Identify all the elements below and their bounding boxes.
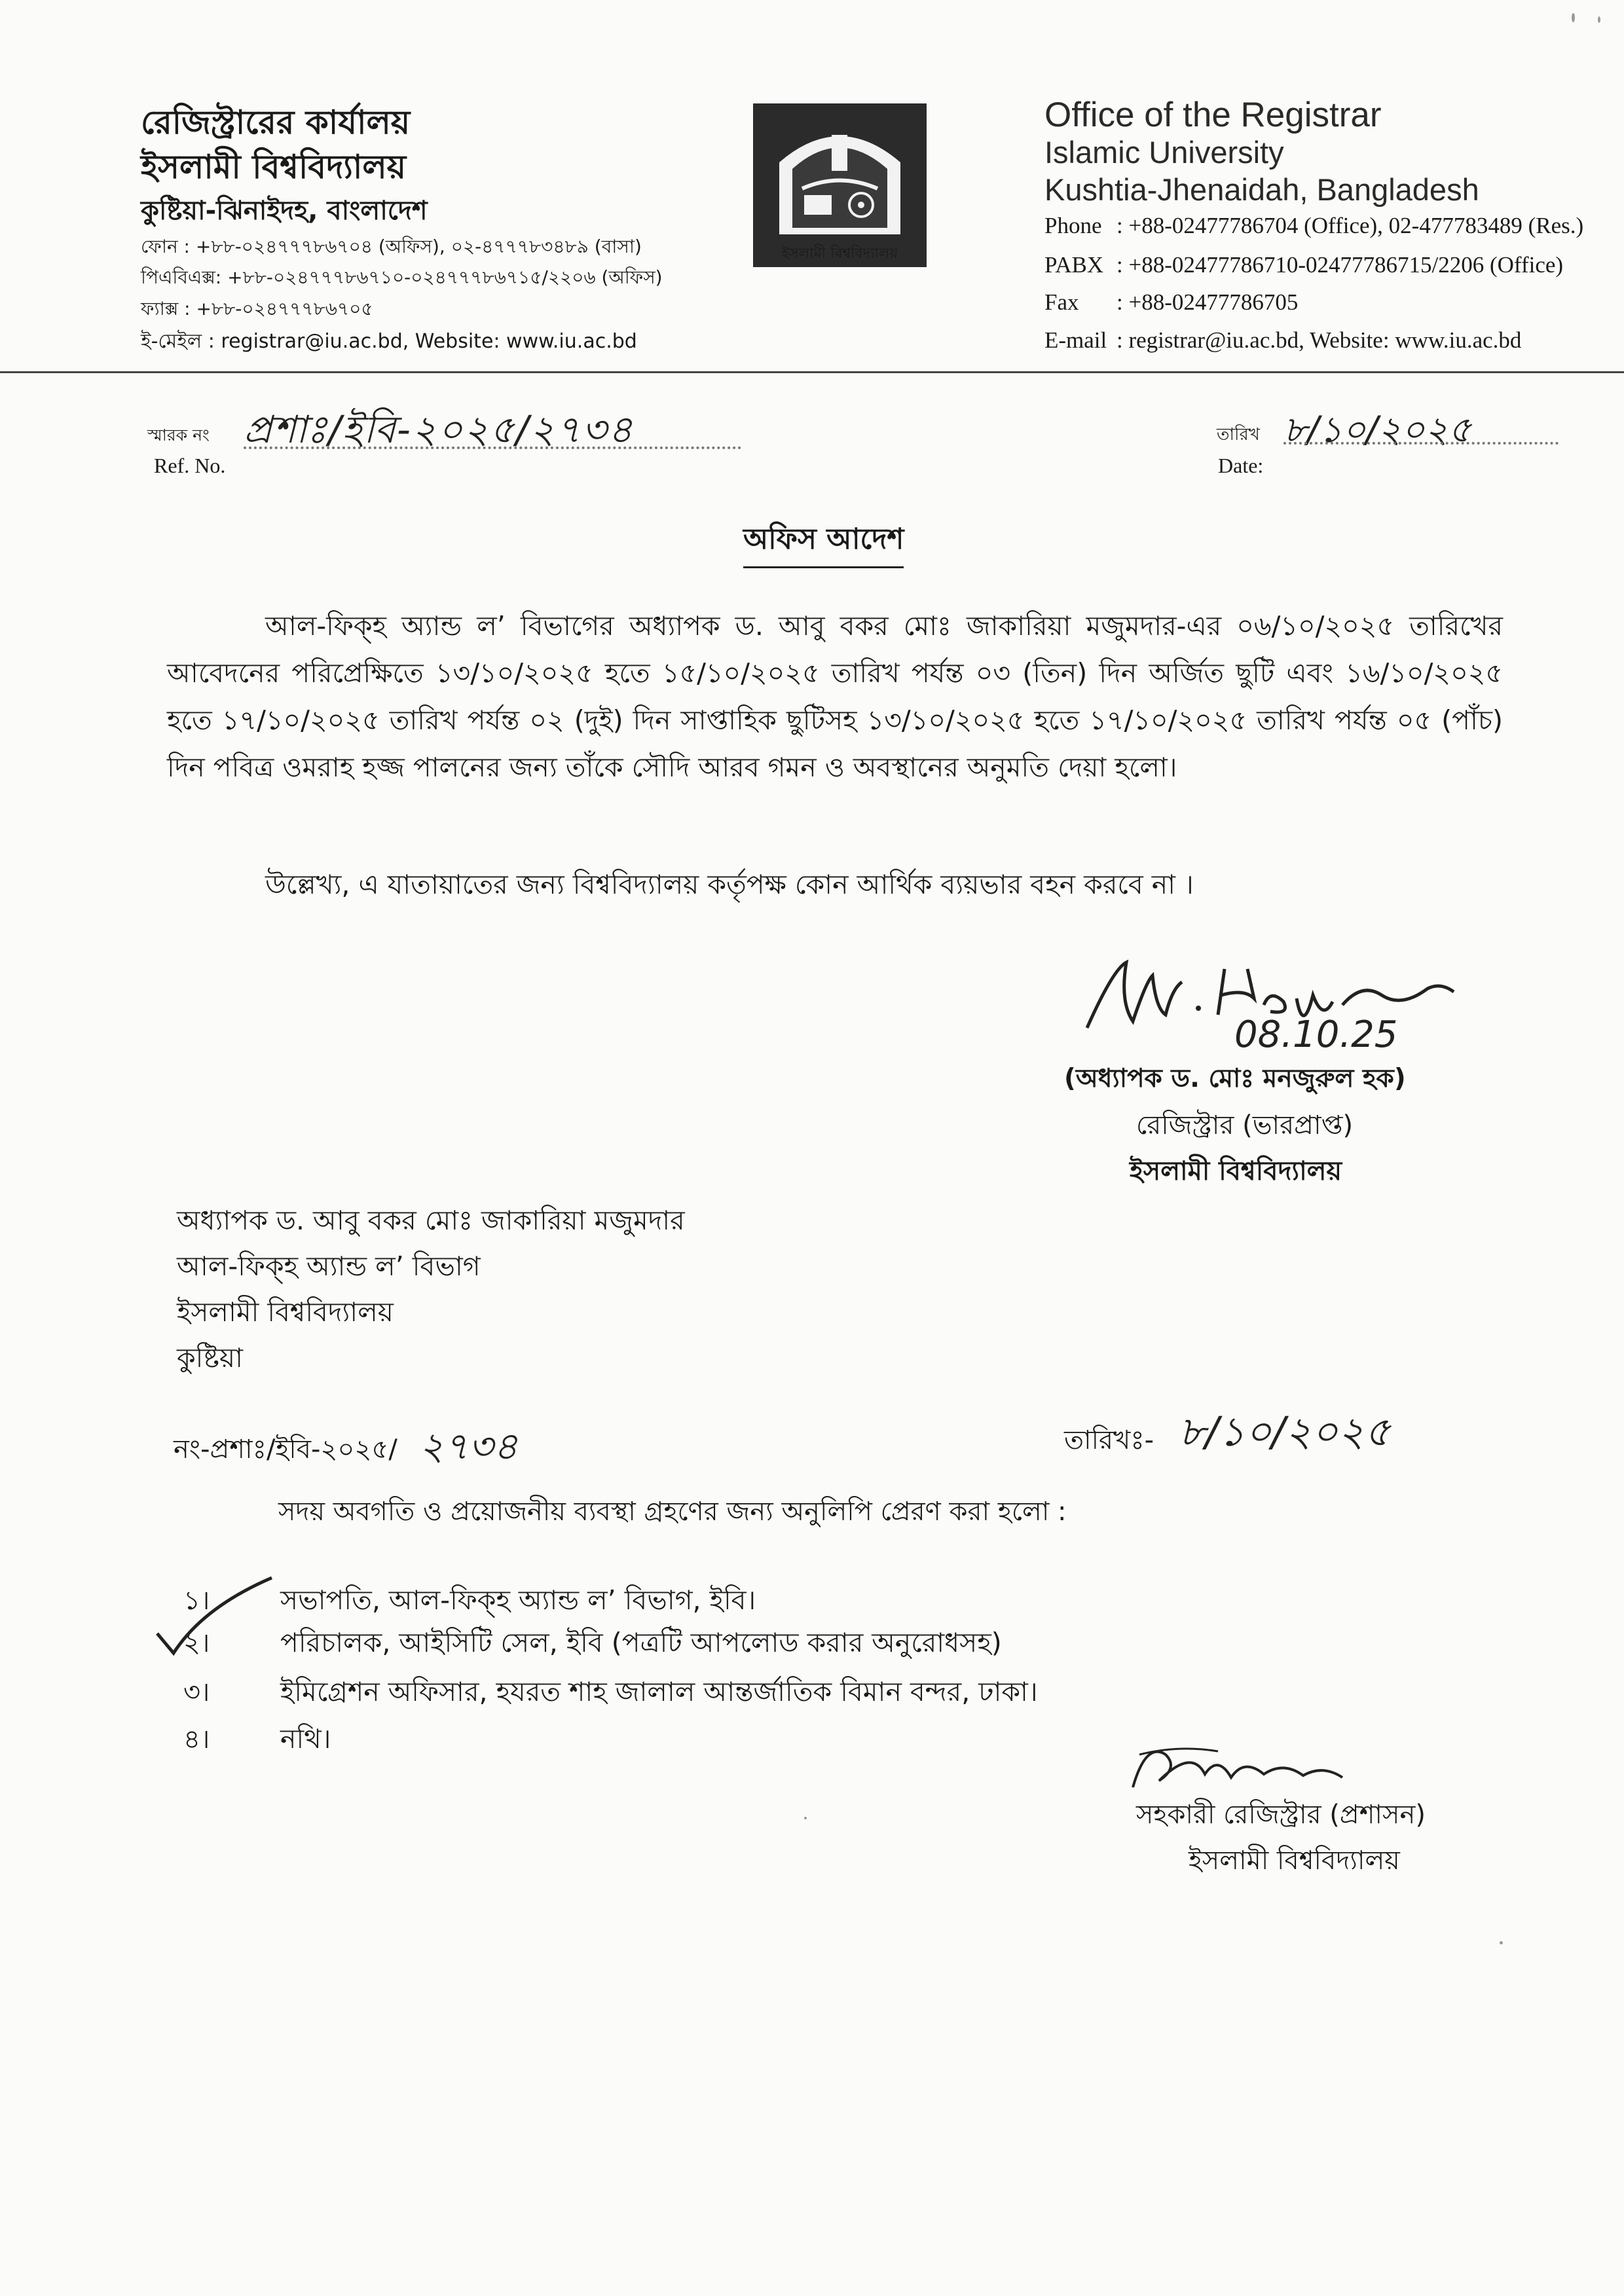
email-value: : registrar@iu.ac.bd, Website: www.iu.ac.bd [1116,327,1522,353]
list-item: ইমিগ্রেশন অফিসার, হযরত শাহ জালাল আন্তর্জাতিক বিমান বন্দর, ঢাকা। [280,1676,1038,1707]
signatory-2-title: সহকারী রেজিস্ট্রার (প্রশাসন) [1136,1800,1426,1830]
fax-value: : +88-02477786705 [1116,289,1299,315]
list-item-number: ৩। [183,1677,210,1707]
date-handwritten: ৮/১০/২০২৫ [1283,409,1472,450]
email-label: E-mail [1044,327,1107,353]
list-item: নথি। [280,1723,331,1755]
memo-number-label: নং-প্রশাঃ/ইবি-২০২৫/ [174,1434,397,1465]
ref-number-handwritten: প্রশাঃ/ইবি-২০২৫/২৭৩৪ [244,407,634,452]
copy-intro: সদয় অবগতি ও প্রয়োজনীয় ব্যবস্থা গ্রহণের জন্য অনুলিপি প্রেরণ করা হলো : [278,1497,1067,1527]
scan-speck [804,1817,807,1819]
header-bn-pabx: পিএবিএক্স: +৮৮-০২৪৭৭৭৮৬৭১০-০২৪৭৭৭৮৬৭১৫/২২০৬ (অফিস) [141,266,663,288]
header-divider [0,371,1624,373]
signatory-2-university: ইসলামী বিশ্ববিদ্যালয় [1189,1846,1400,1876]
recipient-line-3: ইসলামী বিশ্ববিদ্যালয় [177,1296,394,1328]
logo-caption: ইসলামী বিশ্ববিদ্যালয় [781,246,898,262]
header-en-location: Kushtia-Jhenaidah, Bangladesh [1044,172,1479,207]
signatory-university: ইসলামী বিশ্ববিদ্যালয় [1130,1156,1342,1186]
signatory-title: রেজিস্ট্রার (ভারপ্রাপ্ত) [1136,1110,1354,1140]
order-paragraph-1: আল-ফিক্‌হ অ্যান্ড ল’ বিভাগের অধ্যাপক ড. আবু বকর মোঃ জাকারিয়া মজুমদার-এর ০৬/১০/২০২৫ তারিখের আবেদনের পরিপ্রেক্ষিতে ১৩/১০/২০২৫ হতে ১৫/১০/২০২৫ তারিখ পর্যন্ত ০৩ (তিন) দিন অর্জিত ছুটি এবং ১৬/১০/২০২৫ হতে ১৭/১০/২০২৫ তারিখ পর্যন্ত ০২ (দুই) দিন সাপ্তাহিক ছুটিসহ ১৩/১০/২০২৫ হতে ১৭/১০/২০২৫ তারিখ পর্যন্ত ০৫ (পাঁচ) দিন পবিত্র ওমরাহ হজ্জ পালনের জন্য তাঁকে সৌদি আরব গমন ও অবস্থানের অনুমতি দেয়া হলো। [167,610,1503,783]
recipient-line-1: অধ্যাপক ড. আবু বকর মোঃ জাকারিয়া মজুমদার [177,1205,685,1236]
header-bn-phone: ফোন : +৮৮-০২৪৭৭৭৮৬৭০৪ (অফিস), ০২-৪৭৭৭৮৩৪৮৯ (বাসা) [141,236,642,257]
memo-date-label: তারিখঃ- [1064,1425,1154,1455]
ref-label-bn: স্মারক নং [147,426,210,445]
header-en-office: Office of the Registrar [1044,96,1382,134]
date-label-bn: তারিখ [1217,425,1260,445]
phone-value: : +88-02477786704 (Office), 02-477783489 (Res.) [1116,213,1584,238]
list-item-number: ৪। [183,1724,210,1755]
date-label-en: Date: [1218,454,1264,477]
header-bn-university: ইসলামী বিশ্ববিদ্যালয় [141,148,407,186]
handwritten-tick [151,1575,275,1666]
list-item-number: ১। [183,1586,210,1616]
pabx-value: : +88-02477786710-02477786715/2206 (Office) [1116,252,1564,278]
header-en-university: Islamic University [1044,135,1284,170]
phone-label: Phone [1044,213,1102,238]
list-item-number: ২। [183,1628,210,1658]
list-item: সভাপতি, আল-ফিক্‌হ অ্যান্ড ল’ বিভাগ, ইবি। [280,1584,756,1616]
scan-speck [1500,1941,1503,1944]
list-item: পরিচালক, আইসিটি সেল, ইবি (পত্রটি আপলোড করার অনুরোধসহ) [280,1627,1002,1658]
scan-speck [1572,13,1575,22]
ref-label-en: Ref. No. [154,454,226,477]
pabx-label: PABX [1044,252,1104,278]
checkmark-icon [151,1575,275,1666]
scan-speck [1598,16,1600,23]
header-en-fax [1044,289,1298,316]
memo-number-handwritten: ২৭৩৪ [419,1424,518,1468]
document-title: অফিস আদেশ [743,517,904,568]
signature-date: 08.10.25 [1234,1013,1398,1056]
order-paragraph-2: উল্লেখ্য, এ যাতায়াতের জন্য বিশ্ববিদ্যালয় কর্তৃপক্ষ কোন আর্থিক ব্যয়ভার বহন করবে না । [265,869,1194,900]
date-dotted-line [1283,442,1559,445]
header-bn-email: ই-মেইল : registrar@iu.ac.bd, Website: www.iu.ac.bd [141,330,637,353]
ref-dotted-line [244,446,741,449]
signatory-name: (অধ্যাপক ড. মোঃ মনজুরুল হক) [1064,1064,1406,1093]
recipient-line-4: কুষ্টিয়া [177,1342,244,1374]
header-en-email [1044,327,1521,354]
header-bn-fax: ফ্যাক্স : +৮৮-০২৪৭৭৭৮৬৭০৫ [141,298,373,319]
header-en-phone [1044,213,1583,239]
recipient-line-2: আল-ফিক্‌হ অ্যান্ড ল’ বিভাগ [177,1250,481,1282]
header-bn-location: কুষ্টিয়া-ঝিনাইদহ, বাংলাদেশ [141,196,428,226]
fax-label: Fax [1044,289,1079,315]
header-en-pabx [1044,252,1563,278]
memo-date-handwritten: ৮/১০/২০২৫ [1179,1408,1391,1455]
header-bn-office: রেজিস্ট্রারের কার্যালয় [141,103,411,141]
